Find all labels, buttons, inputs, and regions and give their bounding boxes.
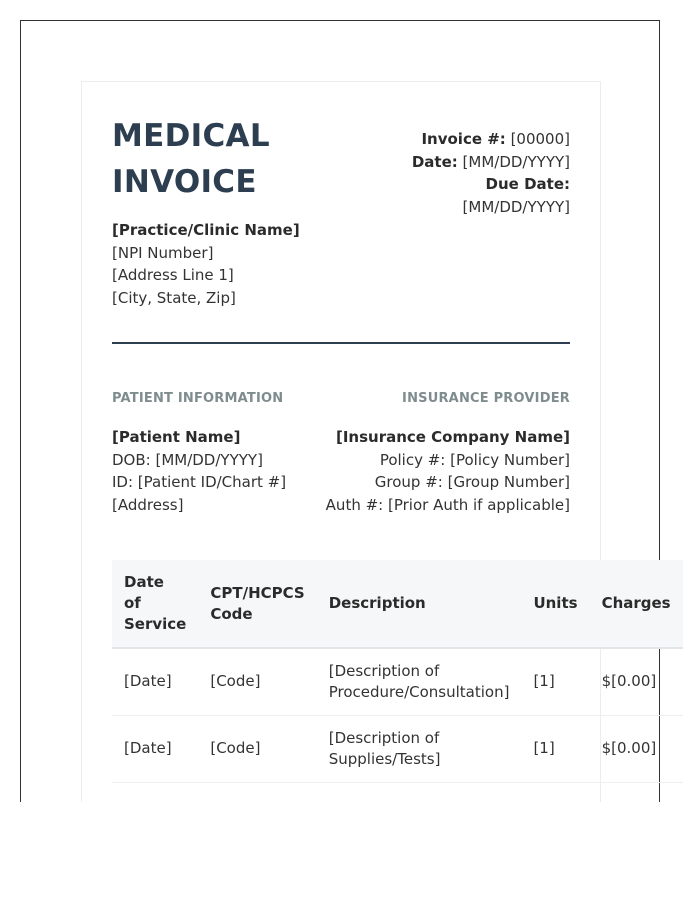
cell-units: [1] — [521, 715, 589, 782]
invoice-due-value: [MM/DD/YYYY] — [462, 197, 570, 216]
practice-info — [112, 219, 300, 309]
insurance-section-heading: INSURANCE PROVIDER — [402, 391, 570, 406]
patient-dob: DOB: [MM/DD/YYYY] — [112, 450, 263, 469]
header-divider — [112, 342, 570, 344]
invoice-due-date-value-row — [370, 196, 570, 219]
insurance-group: Group #: [Group Number] — [374, 473, 570, 491]
cell-date: [Date] — [112, 648, 198, 715]
patient-section-heading: PATIENT INFORMATION — [112, 391, 284, 406]
header-charges: Charges — [590, 560, 683, 648]
insurance-policy: Policy #: [Policy Number] — [379, 450, 570, 469]
cell-charges: $[0.00] — [590, 715, 683, 782]
charges-table — [112, 560, 683, 783]
invoice-due-date — [370, 173, 570, 196]
patient-name: [Patient Name] — [112, 428, 241, 446]
cell-date: [Date] — [112, 715, 198, 782]
invoice-number — [370, 128, 570, 151]
table-row — [112, 648, 683, 715]
header-units: Units — [521, 560, 589, 648]
table-row — [112, 715, 683, 782]
invoice-due-label: Due Date: — [485, 175, 570, 193]
header-date-line2: of — [124, 594, 141, 612]
invoice-date-value: [MM/DD/YYYY] — [462, 152, 570, 171]
header-date-line1: Date — [124, 573, 164, 591]
cell-description — [317, 715, 522, 782]
invoice-meta — [370, 128, 570, 218]
invoice-number-label: Invoice #: — [421, 130, 506, 148]
header-description: Description — [317, 560, 522, 648]
invoice-title-line2: INVOICE — [112, 164, 257, 200]
cell-description-line2: Procedure/Consultation] — [328, 682, 510, 701]
invoice-title-line1: MEDICAL — [112, 118, 270, 154]
practice-city-state-zip: [City, State, Zip] — [112, 288, 236, 307]
cell-description — [317, 648, 522, 715]
invoice-title — [112, 113, 352, 205]
cell-charges: $[0.00] — [590, 648, 683, 715]
table-header-row — [112, 560, 683, 648]
insurance-company: [Insurance Company Name] — [335, 428, 570, 446]
practice-npi: [NPI Number] — [112, 243, 214, 262]
practice-name: [Practice/Clinic Name] — [112, 221, 300, 239]
practice-address: [Address Line 1] — [112, 266, 234, 284]
insurance-auth: Auth #: [Prior Auth if applicable] — [325, 495, 570, 514]
invoice-number-value: [00000] — [510, 130, 570, 148]
invoice-date — [370, 151, 570, 174]
cell-description-line1: [Description of — [328, 661, 440, 680]
patient-address: [Address] — [112, 495, 184, 514]
header-date-of-service — [112, 560, 198, 648]
cell-code: [Code] — [198, 648, 316, 715]
cell-units: [1] — [521, 648, 589, 715]
header-cpt-code — [198, 560, 316, 648]
header-date-line3: Service — [124, 615, 187, 633]
patient-info — [112, 426, 286, 516]
cell-description-line2: Supplies/Tests] — [328, 749, 441, 768]
header-code-line2: Code — [210, 604, 253, 623]
insurance-info — [326, 426, 570, 516]
patient-id: ID: [Patient ID/Chart #] — [112, 473, 287, 491]
header-code-line1: CPT/HCPCS — [210, 583, 305, 602]
cell-code: [Code] — [198, 715, 316, 782]
cell-description-line1: [Description of — [328, 728, 440, 747]
invoice-date-label: Date: — [411, 152, 458, 171]
